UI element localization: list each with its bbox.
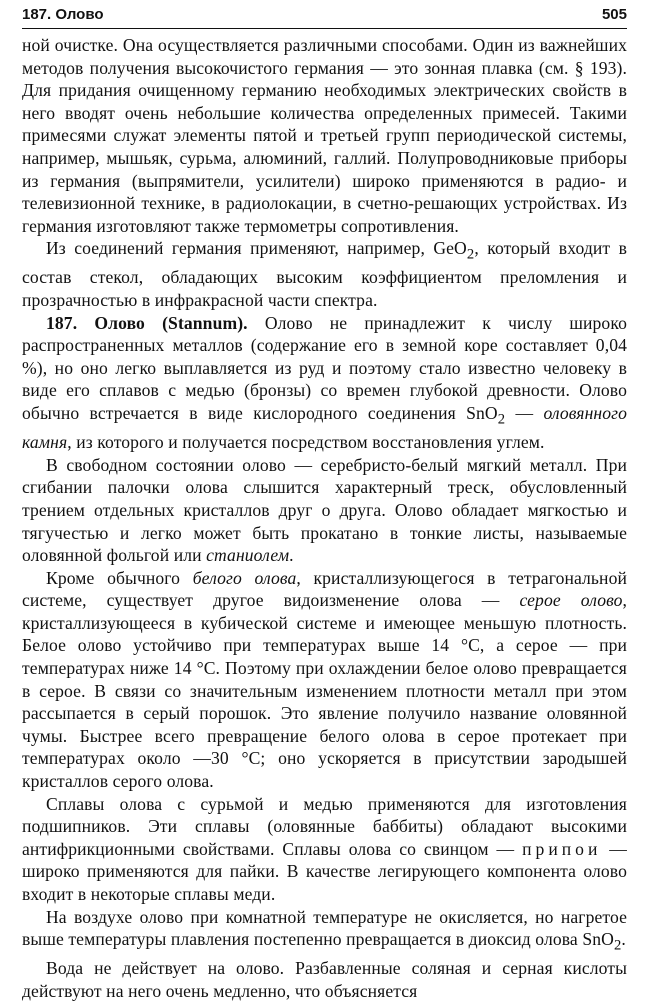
paragraph-text: . bbox=[621, 929, 626, 950]
paragraph-text: ной очистке. Она осуществляется различными способами. Один из важнейших методов получения высокочистого германия — это зонная плавка (см. § 193). Для придания очищенному германию необходимых электрических свойств в него вводят очень небольшие количества определенных примесей. Такими примесями служат элементы пятой и третьей групп периодической системы, например, мышьяк, сурьма, алюминий, галлий. Полупроводниковые приборы из германия (выпрямители, усилители) широко применяются в радио- и телевизионной технике, в радиолокации, в счетно-решающих устройствах. Из германия изготовляют также термометры сопротивления. bbox=[22, 35, 627, 236]
paragraph-text: , кристаллизующееся в кубической системе и имеющее меньшую плотность. Белое олово устойчиво при температурах выше 14 °С, а серое — при температурах ниже 14 °С. Поэтому при охлаждении белое олово превращается в серое. В связи со значительным изменением плотности металл при этом рассыпается в серый порошок. Это явление получило название оловянной чумы. Быстрее всего превращение белого олова в серое протекает при температурах около —30 °С; оно ускоряется в присутствии зародышей кристаллов серого олова. bbox=[22, 590, 627, 792]
page-number: 505 bbox=[601, 6, 627, 23]
paragraph-text: , из которого и получается посредством восстановления углем. bbox=[67, 432, 545, 453]
paragraph-text: Кроме обычного bbox=[46, 567, 193, 588]
section-title: 187. Олово (Stannum). bbox=[46, 312, 248, 333]
paragraph-5 bbox=[22, 567, 627, 793]
paragraph-8 bbox=[22, 957, 627, 1002]
paragraph-7 bbox=[22, 906, 627, 958]
paragraph-1 bbox=[22, 34, 627, 237]
header-rule bbox=[22, 28, 627, 29]
italic-term: серое олово bbox=[519, 590, 623, 611]
italic-term: оловянного камня bbox=[22, 403, 627, 453]
subscript: 2 bbox=[466, 246, 475, 263]
paragraph-3 bbox=[22, 312, 627, 454]
section-header: 187. Олово bbox=[22, 6, 104, 23]
paragraph-text: В свободном состоянии олово — серебристо-белый мягкий металл. При сгибании палочки олова слышится характерный треск, обусловленный трением отдельных кристаллов друг о друга. Олово обладает мягкостью и тягучестью и легко может быть прокатано в тонкие листы, называемые оловянной фольгой или bbox=[22, 454, 627, 566]
body-text bbox=[22, 34, 627, 1002]
paragraph-text: Сплавы олова с сурьмой и медью применяются для изготовления подшипников. Эти сплавы (оловянные баббиты) обладают высокими антифрикционными свойствами. Сплавы олова со свинцом — bbox=[22, 793, 627, 859]
paragraph-4 bbox=[22, 454, 627, 567]
paragraph-text: Олово не принадлежит к числу широко распространенных металлов (содержание его в земной коре составляет 0,04 %), но оно легко выплавляется из руд и поэтому стало известно человеку в виде его сплавов с медью (бронзы) со времен глубокой древности. Олово обычно встречается в виде кислородного соединения SnO bbox=[22, 312, 627, 424]
italic-term: станиолем bbox=[206, 545, 290, 566]
italic-term: белого олова bbox=[192, 567, 297, 588]
paragraph-text: . bbox=[289, 545, 294, 566]
running-head bbox=[22, 6, 627, 28]
paragraph-text: На воздухе олово при комнатной температуре не окисляется, но нагретое выше температуры плавления постепенно превращается в диоксид олова SnO bbox=[22, 906, 627, 950]
paragraph-text: , кристаллизующегося в тетрагональной системе, существует другое видоизменение олова — bbox=[22, 567, 627, 611]
paragraph-6 bbox=[22, 793, 627, 906]
spaced-term: припои bbox=[522, 838, 602, 859]
subscript: 2 bbox=[613, 937, 622, 954]
paragraph-2 bbox=[22, 237, 627, 311]
paragraph-text: — широко применяются для пайки. В качестве легирующего компонента олово входит в некоторые сплавы меди. bbox=[22, 838, 627, 904]
paragraph-text: Вода не действует на олово. Разбавленные соляная и серная кислоты действуют на него очень медленно, что объясняется bbox=[22, 958, 627, 1001]
paragraph-text: , который входит в состав стекол, обладающих высоким коэффициентом преломления и прозрачностью в инфракрасной части спектра. bbox=[22, 238, 627, 311]
paragraph-text: — bbox=[505, 403, 544, 424]
subscript: 2 bbox=[497, 411, 506, 428]
paragraph-text: Из соединений германия применяют, например, GeO bbox=[46, 238, 467, 259]
